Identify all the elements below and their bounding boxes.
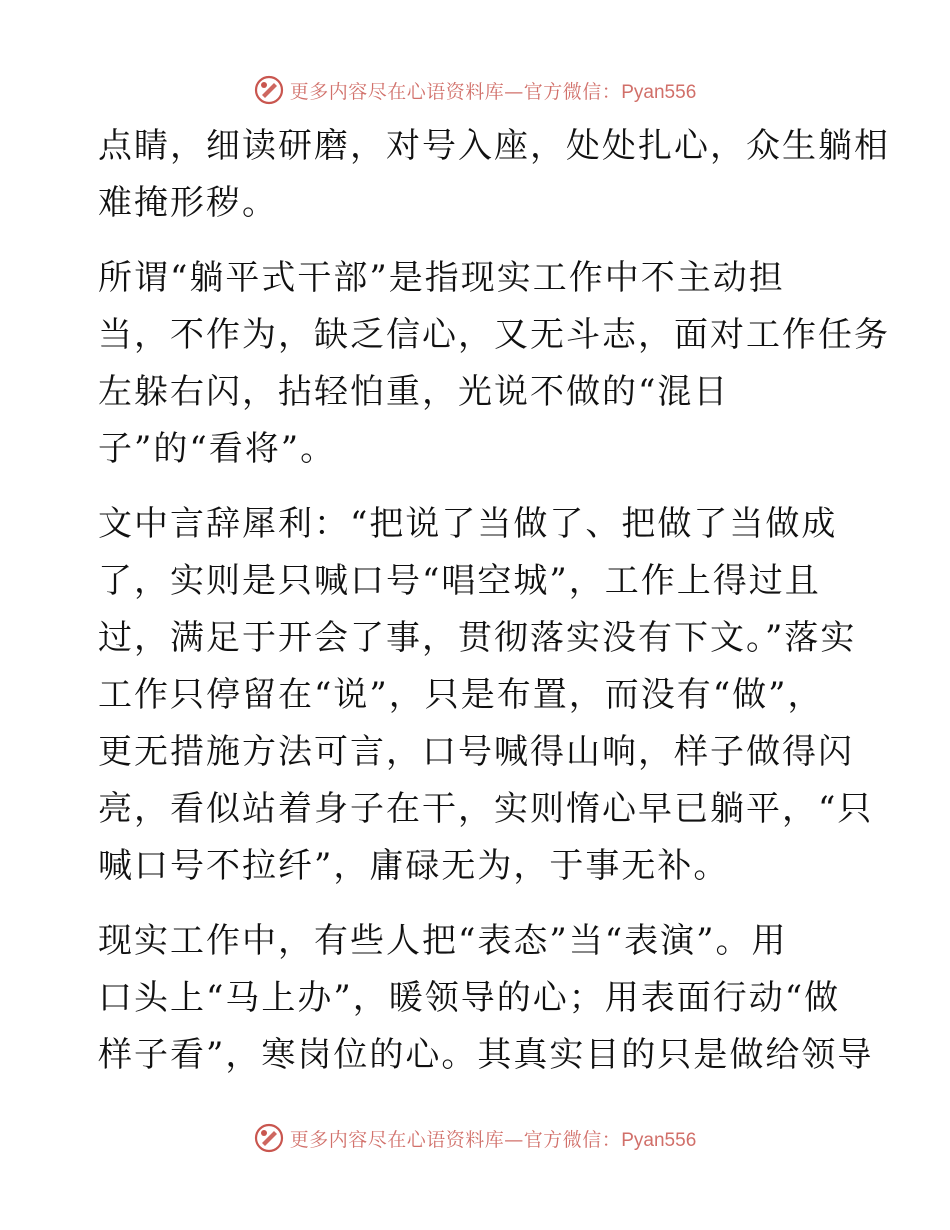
text-line: 现实工作中，有些人把“表态”当“表演”。用 bbox=[98, 921, 788, 961]
paragraph bbox=[98, 250, 890, 478]
watermark-text: 更多内容尽在心语资料库—官方微信：Pyan556 bbox=[289, 80, 697, 103]
text-line: 样子看”，寒岗位的心。其真实目的只是做给领导 bbox=[98, 1035, 874, 1075]
brand-logo-icon bbox=[254, 1123, 284, 1153]
watermark-text: 更多内容尽在心语资料库—官方微信：Pyan556 bbox=[289, 1128, 697, 1151]
text-line: 工作只停留在“说”，只是布置，而没有“做”， bbox=[98, 675, 824, 715]
paragraph bbox=[98, 118, 890, 232]
text-line: 左躲右闪，拈轻怕重，光说不做的“混日 bbox=[98, 372, 730, 412]
watermark-banner-bottom bbox=[0, 1118, 950, 1158]
paragraph bbox=[98, 496, 874, 895]
text-line: 所谓“躺平式干部”是指现实工作中不主动担 bbox=[98, 258, 785, 298]
text-line: 子”的“看将”。 bbox=[98, 429, 337, 469]
text-line: 口头上“马上办”，暖领导的心；用表面行动“做 bbox=[98, 978, 841, 1018]
text-line: 点睛，细读研磨，对号入座，处处扎心，众生躺相 bbox=[98, 126, 890, 166]
watermark-banner-top bbox=[0, 70, 950, 110]
paragraph bbox=[98, 913, 874, 1084]
text-line: 喊口号不拉纤”，庸碌无为，于事无补。 bbox=[98, 846, 730, 886]
text-line: 文中言辞犀利：“把说了当做了、把做了当做成 bbox=[98, 504, 838, 544]
document-body bbox=[98, 118, 890, 1102]
brand-logo-icon bbox=[254, 75, 284, 105]
text-line: 过，满足于开会了事，贯彻落实没有下文。”落实 bbox=[98, 618, 857, 658]
text-line: 亮，看似站着身子在干，实则惰心早已躺平，“只 bbox=[98, 789, 874, 829]
text-line: 更无措施方法可言，口号喊得山响，样子做得闪 bbox=[98, 732, 854, 772]
text-line: 难掩形秽。 bbox=[98, 183, 278, 223]
text-line: 了，实则是只喊口号“唱空城”，工作上得过且 bbox=[98, 561, 821, 601]
text-line: 当，不作为，缺乏信心，又无斗志，面对工作任务 bbox=[98, 315, 890, 355]
